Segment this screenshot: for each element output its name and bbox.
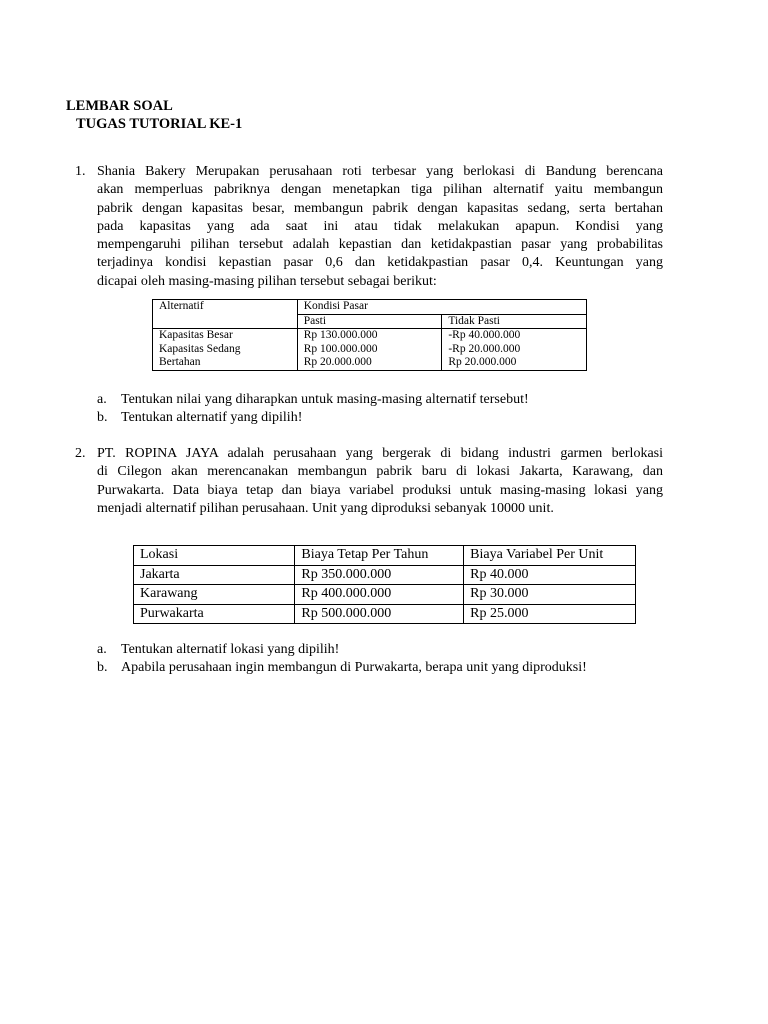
table-cell: Jakarta	[134, 565, 295, 585]
table-cell: -Rp 40.000.000	[442, 329, 587, 343]
table-header-cell: Pasti	[297, 314, 442, 329]
table-header-cell: Tidak Pasti	[442, 314, 587, 329]
subquestion-letter: b.	[97, 660, 108, 675]
subquestion-letter: b.	[97, 410, 108, 425]
table-header-cell: Alternatif	[153, 300, 298, 315]
question-2-number: 2.	[75, 446, 86, 461]
table-cell: Purwakarta	[134, 604, 295, 624]
table-cell: Rp 40.000	[464, 565, 636, 585]
table-header-row	[134, 546, 636, 566]
question-1-line: pabrik dengan kapasitas besar, membangun pabrik dengan kapasitas sedang, serta bertahan	[97, 200, 663, 216]
profit-table	[152, 299, 587, 371]
table-subheader-row	[153, 314, 587, 329]
table-cell: Rp 30.000	[464, 585, 636, 605]
table-cell: Kapasitas Sedang	[153, 343, 298, 357]
subquestion-text: Tentukan alternatif yang dipilih!	[121, 410, 303, 425]
question-1-line: dicapai oleh masing-masing pilihan tersebut sebagai berikut:	[97, 273, 437, 289]
table-cell: Rp 350.000.000	[295, 565, 464, 585]
table-header-cell	[153, 314, 298, 329]
question-1-text	[97, 163, 663, 291]
subquestion-text: Apabila perusahaan ingin membangun di Purwakarta, berapa unit yang diproduksi!	[121, 660, 587, 675]
subquestion-text: Tentukan nilai yang diharapkan untuk masing-masing alternatif tersebut!	[121, 392, 529, 407]
table-row	[134, 585, 636, 605]
question-1-line: akan memperluas pabriknya dengan menetapkan tiga pilihan alternatif yaitu membangun	[97, 182, 663, 198]
table-cell: Rp 130.000.000	[297, 329, 442, 343]
table-row	[134, 604, 636, 624]
table-cell: Rp 20.000.000	[442, 356, 587, 370]
table-header-cell: Lokasi	[134, 546, 295, 566]
table-cell: Rp 500.000.000	[295, 604, 464, 624]
question-1-line: terjadinya kondisi kepastian pasar 0,6 dan ketidakpastian pasar 0,4. Keuntungan yang	[97, 255, 663, 271]
table-row	[153, 356, 587, 370]
subquestion-letter: a.	[97, 642, 107, 657]
table-row	[153, 329, 587, 343]
table-header-cell: Biaya Tetap Per Tahun	[295, 546, 464, 566]
table-header-cell: Biaya Variabel Per Unit	[464, 546, 636, 566]
table-cell: Rp 25.000	[464, 604, 636, 624]
subquestion-letter: a.	[97, 392, 107, 407]
table-header-cell: Kondisi Pasar	[297, 300, 586, 315]
question-2-text	[97, 445, 663, 518]
table-header-row	[153, 300, 587, 315]
table-cell: Rp 100.000.000	[297, 343, 442, 357]
table-cell: -Rp 20.000.000	[442, 343, 587, 357]
question-2-line: menjadi alternatif pilihan perusahaan. Unit yang diproduksi sebanyak 10000 unit.	[97, 500, 554, 516]
question-1-number: 1.	[75, 164, 86, 179]
table-row	[153, 343, 587, 357]
question-1-line: mempengaruhi pilihan tersebut adalah kepastian dan ketidakpastian pasar yang probabilitas	[97, 237, 663, 253]
table-cell: Kapasitas Besar	[153, 329, 298, 343]
question-2-line: PT. ROPINA JAYA adalah perusahaan yang bergerak di bidang industri garmen berlokasi	[97, 446, 663, 461]
table-cell: Bertahan	[153, 356, 298, 370]
question-2-line: di Cilegon akan merencanakan membangun pabrik baru di lokasi Jakarta, Karawang, dan	[97, 464, 663, 480]
question-2-line: Purwakarta. Data biaya tetap dan biaya variabel produksi untuk masing-masing lokasi yang	[97, 482, 663, 498]
table-row	[134, 565, 636, 585]
document-subtitle: TUGAS TUTORIAL KE-1	[76, 116, 243, 132]
table-cell: Karawang	[134, 585, 295, 605]
table-cell: Rp 20.000.000	[297, 356, 442, 370]
table-cell: Rp 400.000.000	[295, 585, 464, 605]
subquestion-text: Tentukan alternatif lokasi yang dipilih!	[121, 642, 340, 657]
document-title: LEMBAR SOAL	[66, 98, 173, 114]
question-1-line: pada kapasitas yang ada saat ini atau tidak melakukan apapun. Kondisi yang	[97, 218, 663, 234]
question-1-line: Shania Bakery Merupakan perusahaan roti terbesar yang berlokasi di Bandung berencana	[97, 164, 663, 179]
location-cost-table	[133, 545, 636, 624]
